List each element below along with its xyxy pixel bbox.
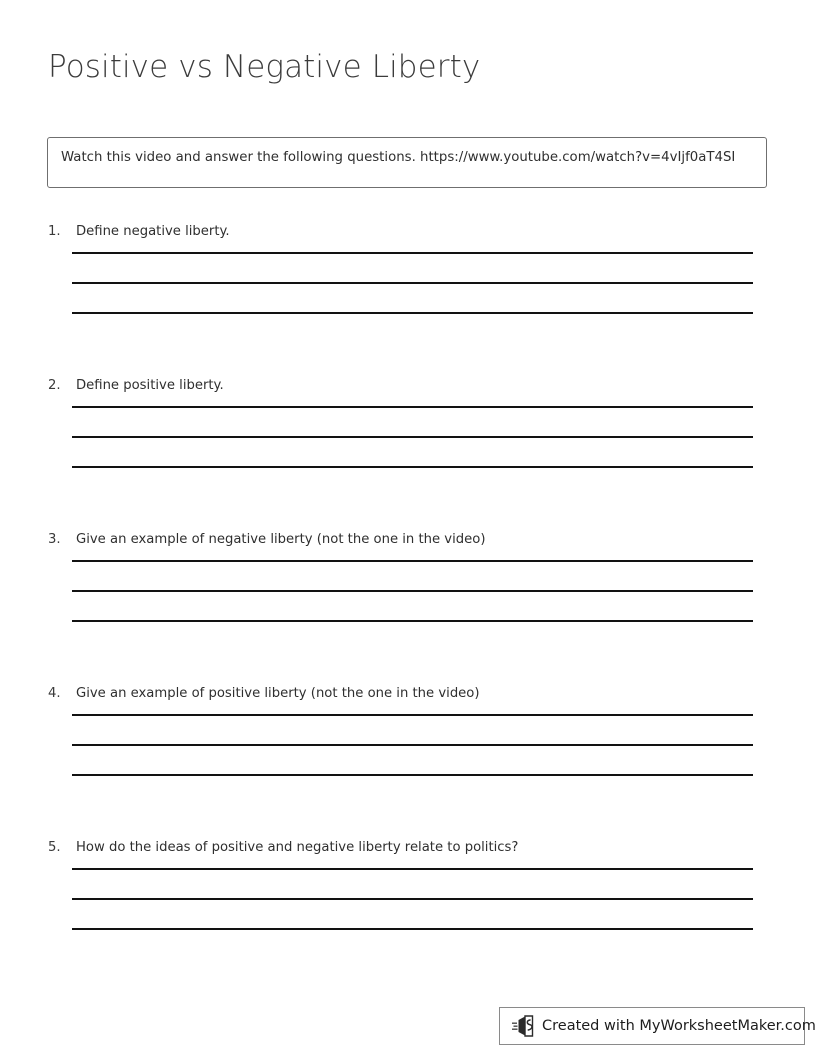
answer-line[interactable] — [72, 590, 753, 592]
answer-lines — [72, 406, 753, 468]
question-block-3 — [48, 532, 768, 552]
question-text: Define positive liberty. — [76, 378, 224, 393]
question-number: 5. — [48, 840, 61, 855]
answer-line[interactable] — [72, 898, 753, 900]
question-row — [48, 840, 768, 860]
instruction-text: Watch this video and answer the following questions. https://www.youtube.com/watch?v=4vIjf0aT4SI — [61, 150, 736, 165]
answer-line[interactable] — [72, 774, 753, 776]
answer-line[interactable] — [72, 436, 753, 438]
question-block-2 — [48, 378, 768, 398]
answer-line[interactable] — [72, 620, 753, 622]
answer-lines — [72, 560, 753, 622]
question-text: Give an example of negative liberty (not the one in the video) — [76, 532, 486, 547]
question-block-1 — [48, 224, 768, 244]
worksheet-maker-logo-icon — [512, 1014, 534, 1038]
question-row — [48, 686, 768, 706]
answer-line[interactable] — [72, 714, 753, 716]
answer-line[interactable] — [72, 744, 753, 746]
question-number: 4. — [48, 686, 61, 701]
question-block-5 — [48, 840, 768, 860]
question-row — [48, 224, 768, 244]
question-text: How do the ideas of positive and negative liberty relate to politics? — [76, 840, 519, 855]
badge-label: Created with MyWorksheetMaker.com — [542, 1018, 816, 1034]
answer-lines — [72, 252, 753, 314]
answer-lines — [72, 714, 753, 776]
page-title: Positive vs Negative Liberty — [48, 49, 481, 85]
question-number: 2. — [48, 378, 61, 393]
question-text: Define negative liberty. — [76, 224, 230, 239]
answer-line[interactable] — [72, 560, 753, 562]
answer-lines — [72, 868, 753, 930]
question-block-4 — [48, 686, 768, 706]
created-with-badge[interactable] — [499, 1007, 816, 1045]
answer-line[interactable] — [72, 928, 753, 930]
answer-line[interactable] — [72, 868, 753, 870]
answer-line[interactable] — [72, 282, 753, 284]
question-number: 1. — [48, 224, 61, 239]
instruction-box — [47, 137, 767, 188]
answer-line[interactable] — [72, 466, 753, 468]
question-row — [48, 532, 768, 552]
answer-line[interactable] — [72, 406, 753, 408]
question-number: 3. — [48, 532, 61, 547]
question-row — [48, 378, 768, 398]
answer-line[interactable] — [72, 312, 753, 314]
question-text: Give an example of positive liberty (not the one in the video) — [76, 686, 480, 701]
answer-line[interactable] — [72, 252, 753, 254]
